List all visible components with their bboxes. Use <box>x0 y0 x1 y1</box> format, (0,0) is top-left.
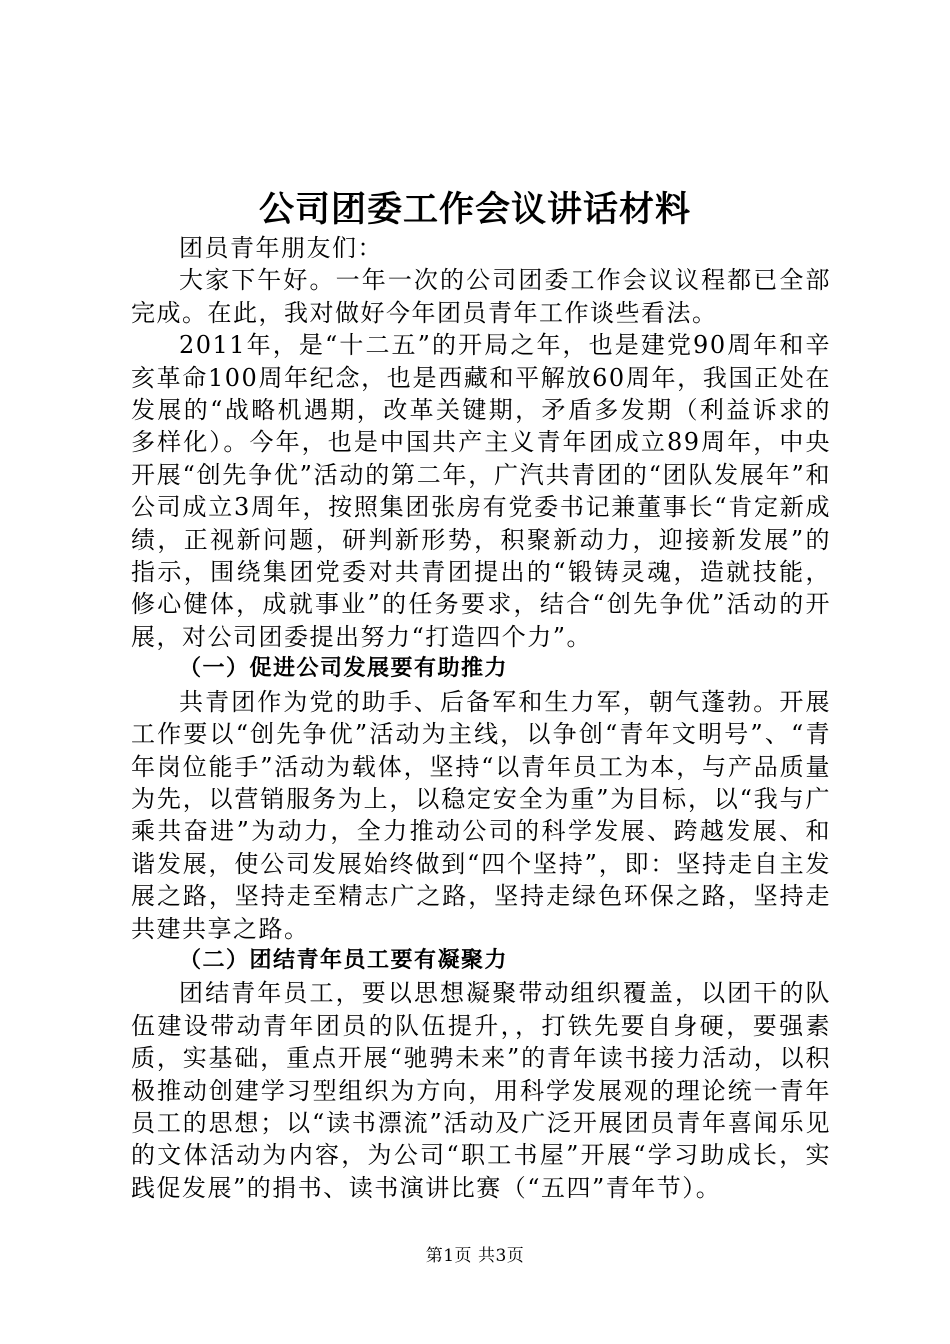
document-body <box>131 232 831 1204</box>
page-footer: 第1页 共3页 <box>425 1246 525 1266</box>
section-heading: （二）团结青年员工要有凝聚力 <box>179 947 509 973</box>
document-title: 公司团委工作会议讲话材料 <box>258 189 691 230</box>
body-paragraph: 共青团作为党的助手、后备军和生力军，朝气蓬勃。开展工作要以“创先争优”活动为主线，以争创“青年文明号”、“青年岗位能手”活动为载体，坚持“以青年员工为本，与产品质量为先，以营销服务为上，以稳定安全为重”为目标，以“我与广乘共奋进”为动力，全力推动公司的科学发展、跨越发展、和谐发展，使公司发展始终做到“四个坚持”，即：坚持走自主发展之路，坚持走至精志广之路，坚持走绿色环保之路，坚持走共建共享之路。 <box>131 687 831 943</box>
body-paragraph: 团结青年员工，要以思想凝聚带动组织覆盖，以团干的队伍建设带动青年团员的队伍提升，，打铁先要自身硬，要强素质，实基础，重点开展“驰骋未来”的青年读书接力活动，以积极推动创建学习型组织为方向，用科学发展观的理论统一青年员工的思想；以“读书漂流”活动及广泛开展团员青年喜闻乐见的文体活动为内容，为公司“职工书屋”开展“学习助成长，实践促发展”的捐书、读书演讲比赛（“五四”青年节）。 <box>131 979 831 1202</box>
body-paragraph: 大家下午好。一年一次的公司团委工作会议议程都已全部完成。在此，我对做好今年团员青年工作谈些看法。 <box>131 266 831 327</box>
section-heading: （一）促进公司发展要有助推力 <box>179 656 509 682</box>
body-paragraph: 2011年，是“十二五”的开局之年，也是建党90周年和辛亥革命100周年纪念，也是西藏和平解放60周年，我国正处在发展的“战略机遇期，改革关键期，矛盾多发期（利益诉求的多样化）。今年，也是中国共产主义青年团成立89周年，中央开展“创先争优”活动的第二年，广汽共青团的“团队发展年”和公司成立3周年，按照集团张房有党委书记兼董事长“肯定新成绩，正视新问题，研判新形势，积聚新动力，迎接新发展”的指示，围绕集团党委对共青团提出的“锻铸灵魂，造就技能，修心健体，成就事业”的任务要求，结合“创先争优”活动的开展，对公司团委提出努力“打造四个力”。 <box>131 331 831 651</box>
body-paragraph: 团员青年朋友们： <box>179 234 383 262</box>
